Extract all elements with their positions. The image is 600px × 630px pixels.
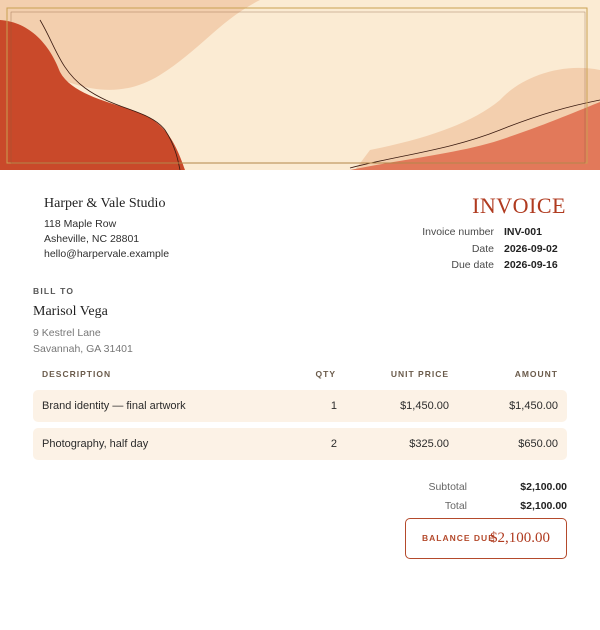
- subtotal-row: [428, 477, 567, 496]
- subtotal-value: $2,100.00: [520, 480, 567, 493]
- bill-to-caption: BILL TO: [33, 286, 75, 296]
- totals: [428, 477, 567, 515]
- invoice-date-row: [422, 241, 566, 258]
- studio-address-line2: Asheville, NC 28801: [44, 233, 140, 245]
- item-qty: 2: [330, 438, 337, 450]
- total-label: Total: [444, 499, 467, 512]
- table-row: [33, 390, 567, 422]
- studio-name: Harper & Vale Studio: [44, 196, 166, 211]
- column-header-qty: QTY: [315, 369, 336, 379]
- total-row: [428, 496, 567, 515]
- client-address-line1: 9 Kestrel Lane: [33, 327, 101, 339]
- bill-to: [33, 286, 133, 357]
- invoice-number-value: INV-001: [504, 226, 542, 239]
- balance-due-box: [405, 518, 567, 559]
- column-header-amount: AMOUNT: [514, 369, 558, 379]
- table-row: [33, 428, 567, 460]
- invoice-number-row: [422, 224, 566, 241]
- item-qty: 1: [330, 400, 337, 412]
- studio-info: [44, 196, 169, 262]
- invoice-number-label: Invoice number: [422, 226, 494, 239]
- total-value: $2,100.00: [520, 499, 567, 512]
- column-header-description: DESCRIPTION: [42, 369, 112, 379]
- invoice-heading: [472, 193, 566, 219]
- invoice-due-value: 2026-09-16: [504, 259, 558, 272]
- header-banner: [0, 0, 600, 170]
- item-amount: $1,450.00: [509, 400, 558, 412]
- invoice-date-value: 2026-09-02: [504, 242, 558, 255]
- item-description: Photography, half day: [42, 438, 149, 450]
- items-table-header: [33, 369, 567, 383]
- abstract-banner-art: [0, 0, 600, 170]
- invoice-due-label: Due date: [451, 259, 494, 272]
- invoice-title: INVOICE: [472, 193, 566, 218]
- balance-due-value: $2,100.00: [490, 530, 550, 546]
- invoice-due-row: [422, 257, 566, 274]
- column-header-unit-price: UNIT PRICE: [390, 369, 449, 379]
- studio-address-line1: 118 Maple Row: [44, 218, 117, 230]
- balance-due-label: BALANCE DUE: [422, 533, 495, 543]
- invoice-date-label: Date: [471, 242, 494, 255]
- studio-email: hello@harpervale.example: [44, 248, 170, 260]
- client-name: Marisol Vega: [33, 304, 108, 319]
- client-address-line2: Savannah, GA 31401: [33, 343, 133, 355]
- item-unit-price: $325.00: [409, 438, 449, 450]
- subtotal-label: Subtotal: [428, 480, 467, 493]
- item-description: Brand identity — final artwork: [42, 400, 186, 412]
- item-amount: $650.00: [518, 438, 558, 450]
- item-unit-price: $1,450.00: [400, 400, 449, 412]
- invoice-meta: [422, 224, 566, 274]
